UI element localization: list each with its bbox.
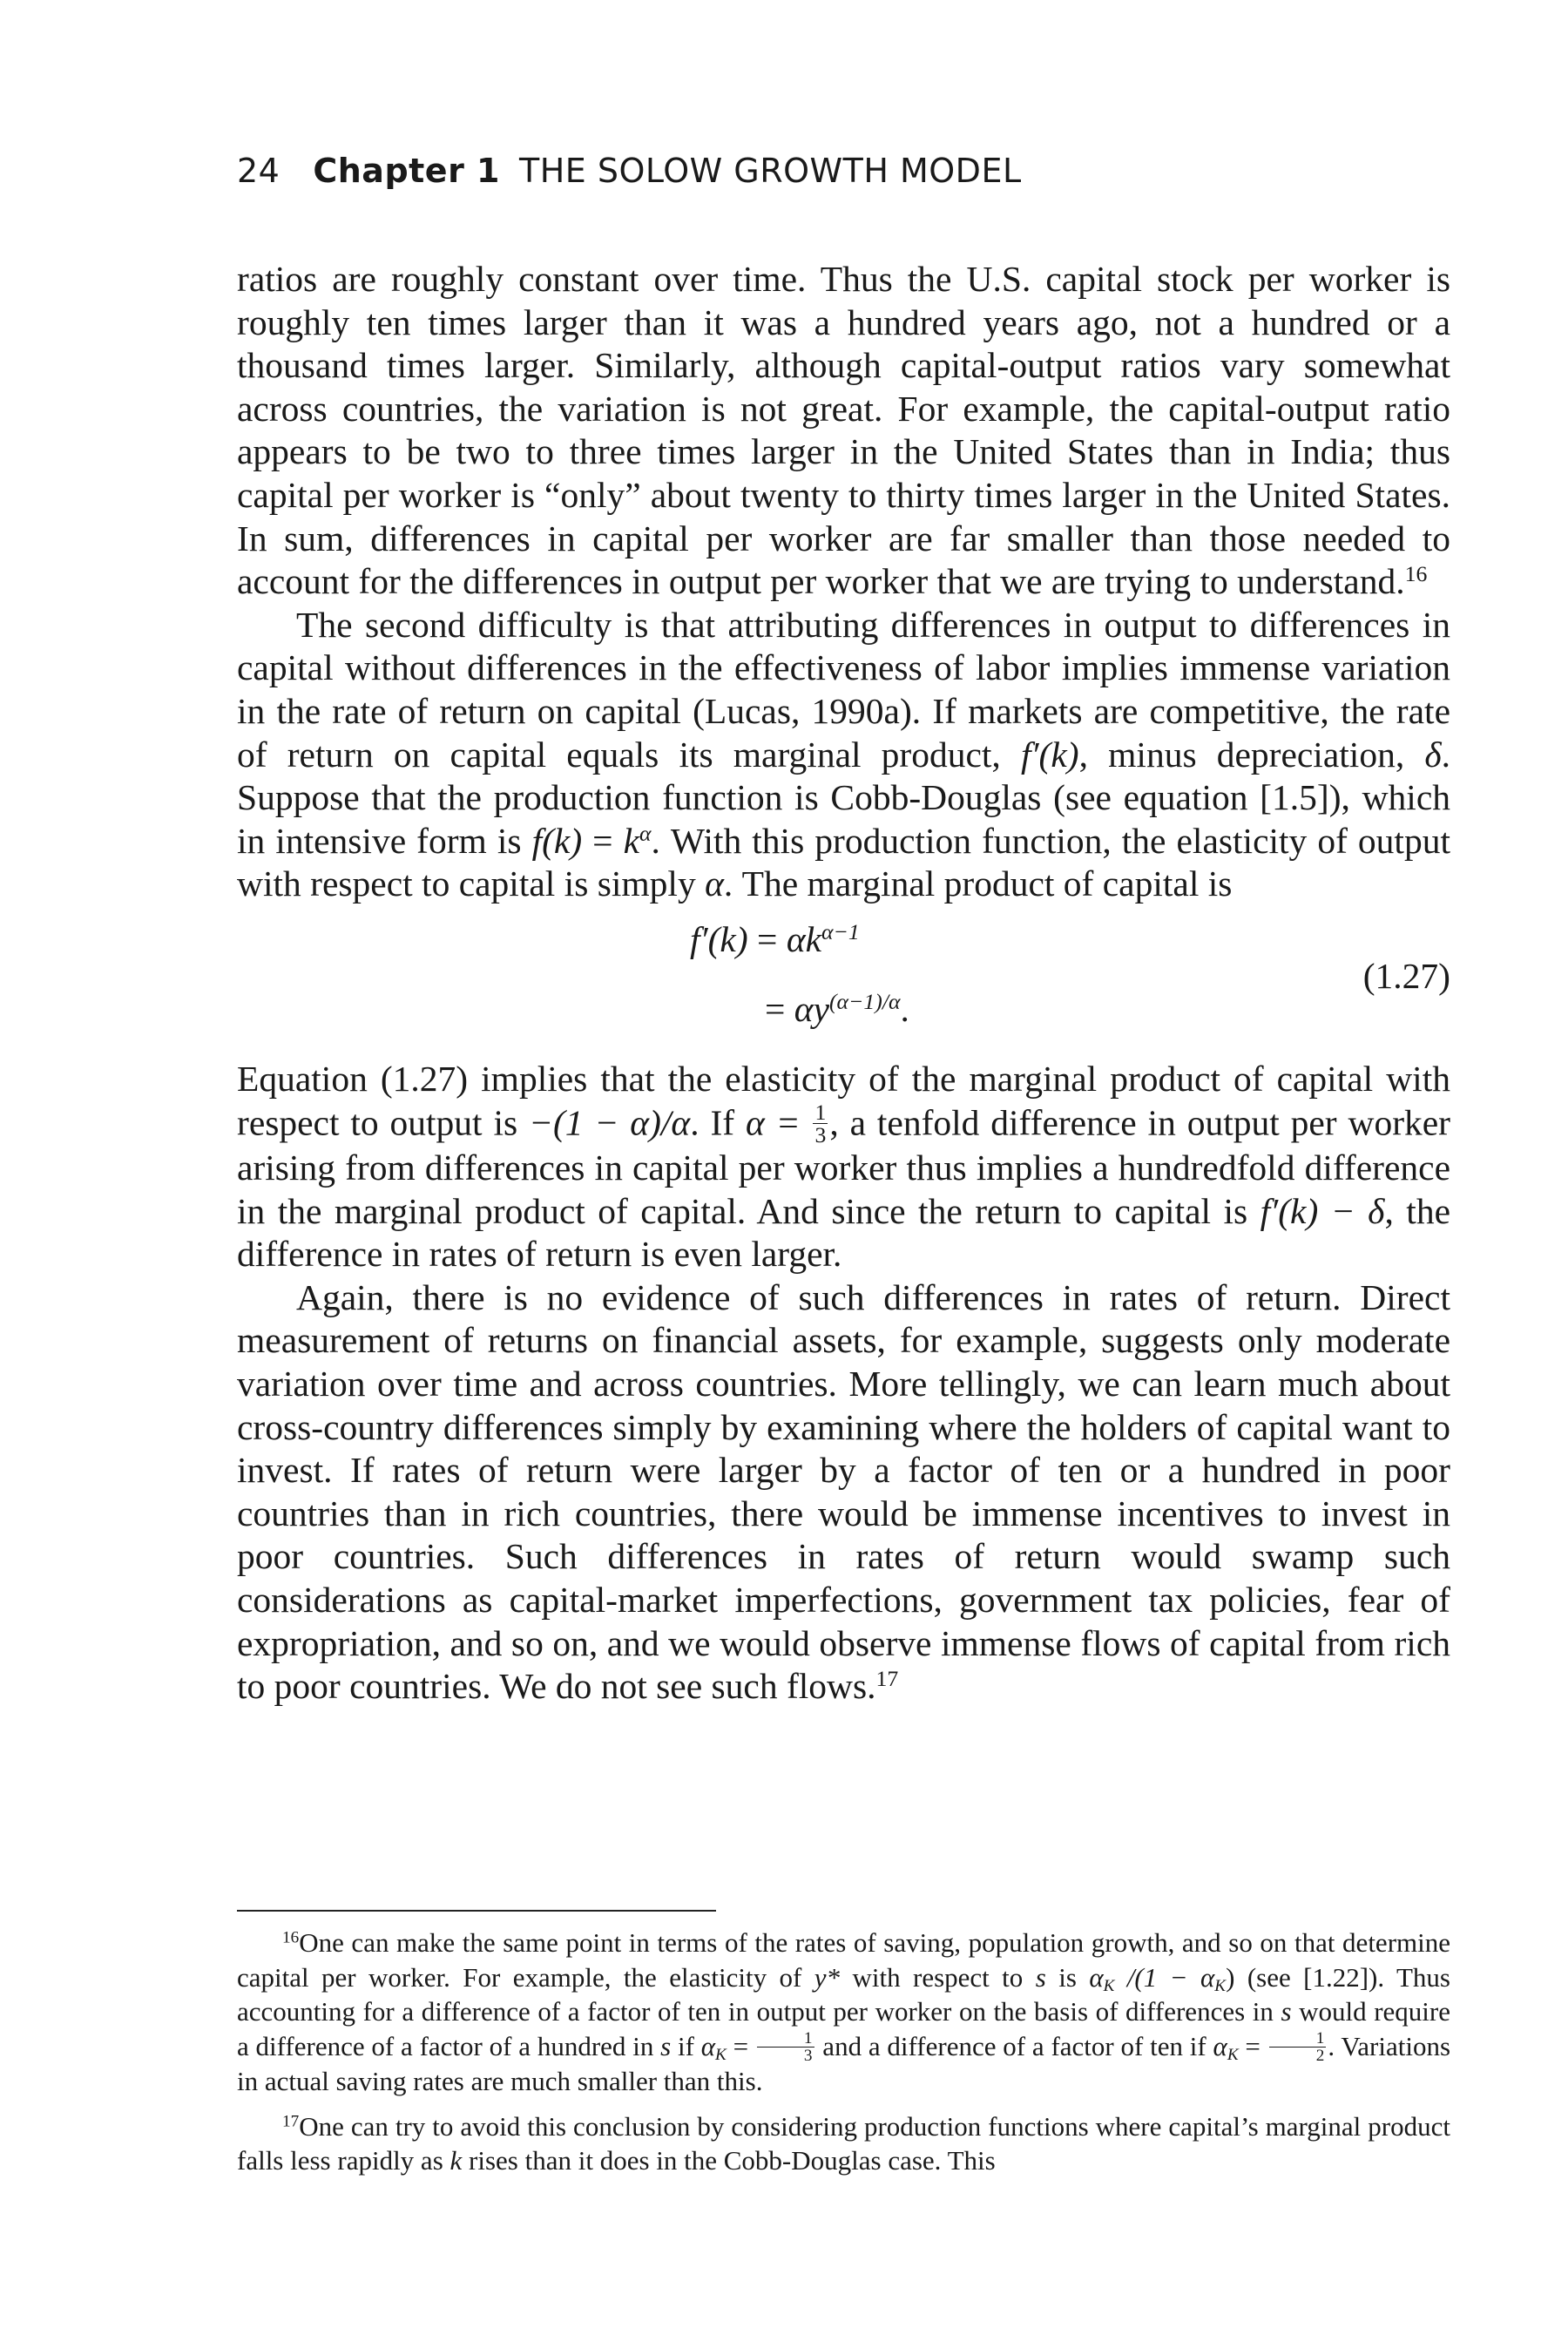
footnote-16: $^{16}$One can make the same point in terms of the rates of saving, population growth, and so on that determine capital per worker. For example, the elasticity of y* with respect to s is $\alpha_K$ $/(1 - \alpha_K)$ (see [1.22]). Thus accounting for a difference of a factor of ten in output per worker on the basis of differences in s would require a difference of a factor of a hundred in s if $\alpha_K$ = $\frac{1}{3}$ and a difference of a factor of ten if $\alpha_K$ = $\frac{1}{2}$ . Variations in actual saving rates are much smaller than this.	[237, 1927, 1451, 2097]
paragraph-1: ratios are roughly constant over time. Thus the U.S. capital stock per worker is roughly ten times larger than it was a hundred years ago, not a hundred or a thousand times larger. Similarly, although capital-output ratios vary somewhat across countries, the variation is not great. For example, the capital-output ratio appears to be two to three times larger in the United States than in India; thus capital per worker is “only” about twenty to thirty times larger in the United States. In sum, differences in capital per worker are far smaller than those needed to account for the differences in output per worker that we are trying to understand.$^{16}$	[237, 259, 1450, 602]
paragraph-3: Equation (1.27) implies that the elasticity of the marginal product of capital with respect to output is −(1 − α)/α. If α = $\frac{1}{3}$ , a tenfold difference in output per worker arising from differences in capital per worker thus implies a hundredfold difference in the marginal product of capital. And since the return to capital is f′(k) − δ, the difference in rates of return is even larger.	[237, 1058, 1451, 1275]
main-text	[237, 258, 1450, 1709]
page-number: 24	[237, 152, 280, 190]
fraction-one-half: $\frac{1}{2}$	[1269, 2030, 1327, 2064]
chapter-title: THE SOLOW GROWTH MODEL	[519, 152, 1022, 190]
footnote-ref-17[interactable]: 17	[875, 1665, 899, 1691]
chapter-label: Chapter 1	[313, 152, 500, 190]
footnote-17: $^{17}$One can try to avoid this conclusion by considering production functions where capital’s marginal product falls less rapidly as k rises than it does in the Cobb-Douglas case. This	[237, 2110, 1450, 2176]
equation-1-27	[237, 910, 1450, 1058]
paragraph-2: The second difficulty is that attributing differences in output to differences in capital without differences in the effectiveness of labor implies immense variation in the rate of return on capital (Lucas, 1990a). If markets are competitive, the rate of return on capital equals its marginal product, f′(k), minus depreciation, δ. Suppose that the production function is Cobb-Douglas (see equation [1.5]), which in intensive form is $f(k) = k^\alpha$. With this production function, the elasticity of output with respect to capital is simply α. The marginal product of capital is	[237, 604, 1450, 904]
equation-number: (1.27)	[1362, 955, 1450, 996]
equation-line-1: $f'(k) = \alpha k^{\alpha-1}$	[690, 918, 860, 959]
fraction-one-third: $\frac{1}{3}$	[757, 2030, 814, 2064]
fraction-one-third: $\frac{1}{3}$	[814, 1099, 827, 1148]
running-header	[237, 150, 1456, 192]
paragraph-4: Again, there is no evidence of such differences in rates of return. Direct measurement of returns on financial assets, for example, suggests only moderate variation over time and across countries. More tellingly, we can learn much about cross-country differences simply by examining where the holders of capital want to invest. If rates of return were larger by a factor of ten or a hundred in poor countries than in rich countries, there would be immense incentives to invest in poor countries. Such differences in rates of return would swamp such considerations as capital-market imperfections, government tax policies, fear of expropriation, and so on, and we would observe immense flows of capital from rich to poor countries. We do not see such flows.$^{17}$	[237, 1276, 1450, 1707]
equation-line-2: = $\alpha y^{(\alpha-1)/\alpha}$.	[765, 988, 909, 1029]
footnotes	[237, 1926, 1450, 2189]
footnote-rule	[237, 1910, 716, 1912]
footnote-ref-16[interactable]: 16	[1404, 561, 1428, 587]
